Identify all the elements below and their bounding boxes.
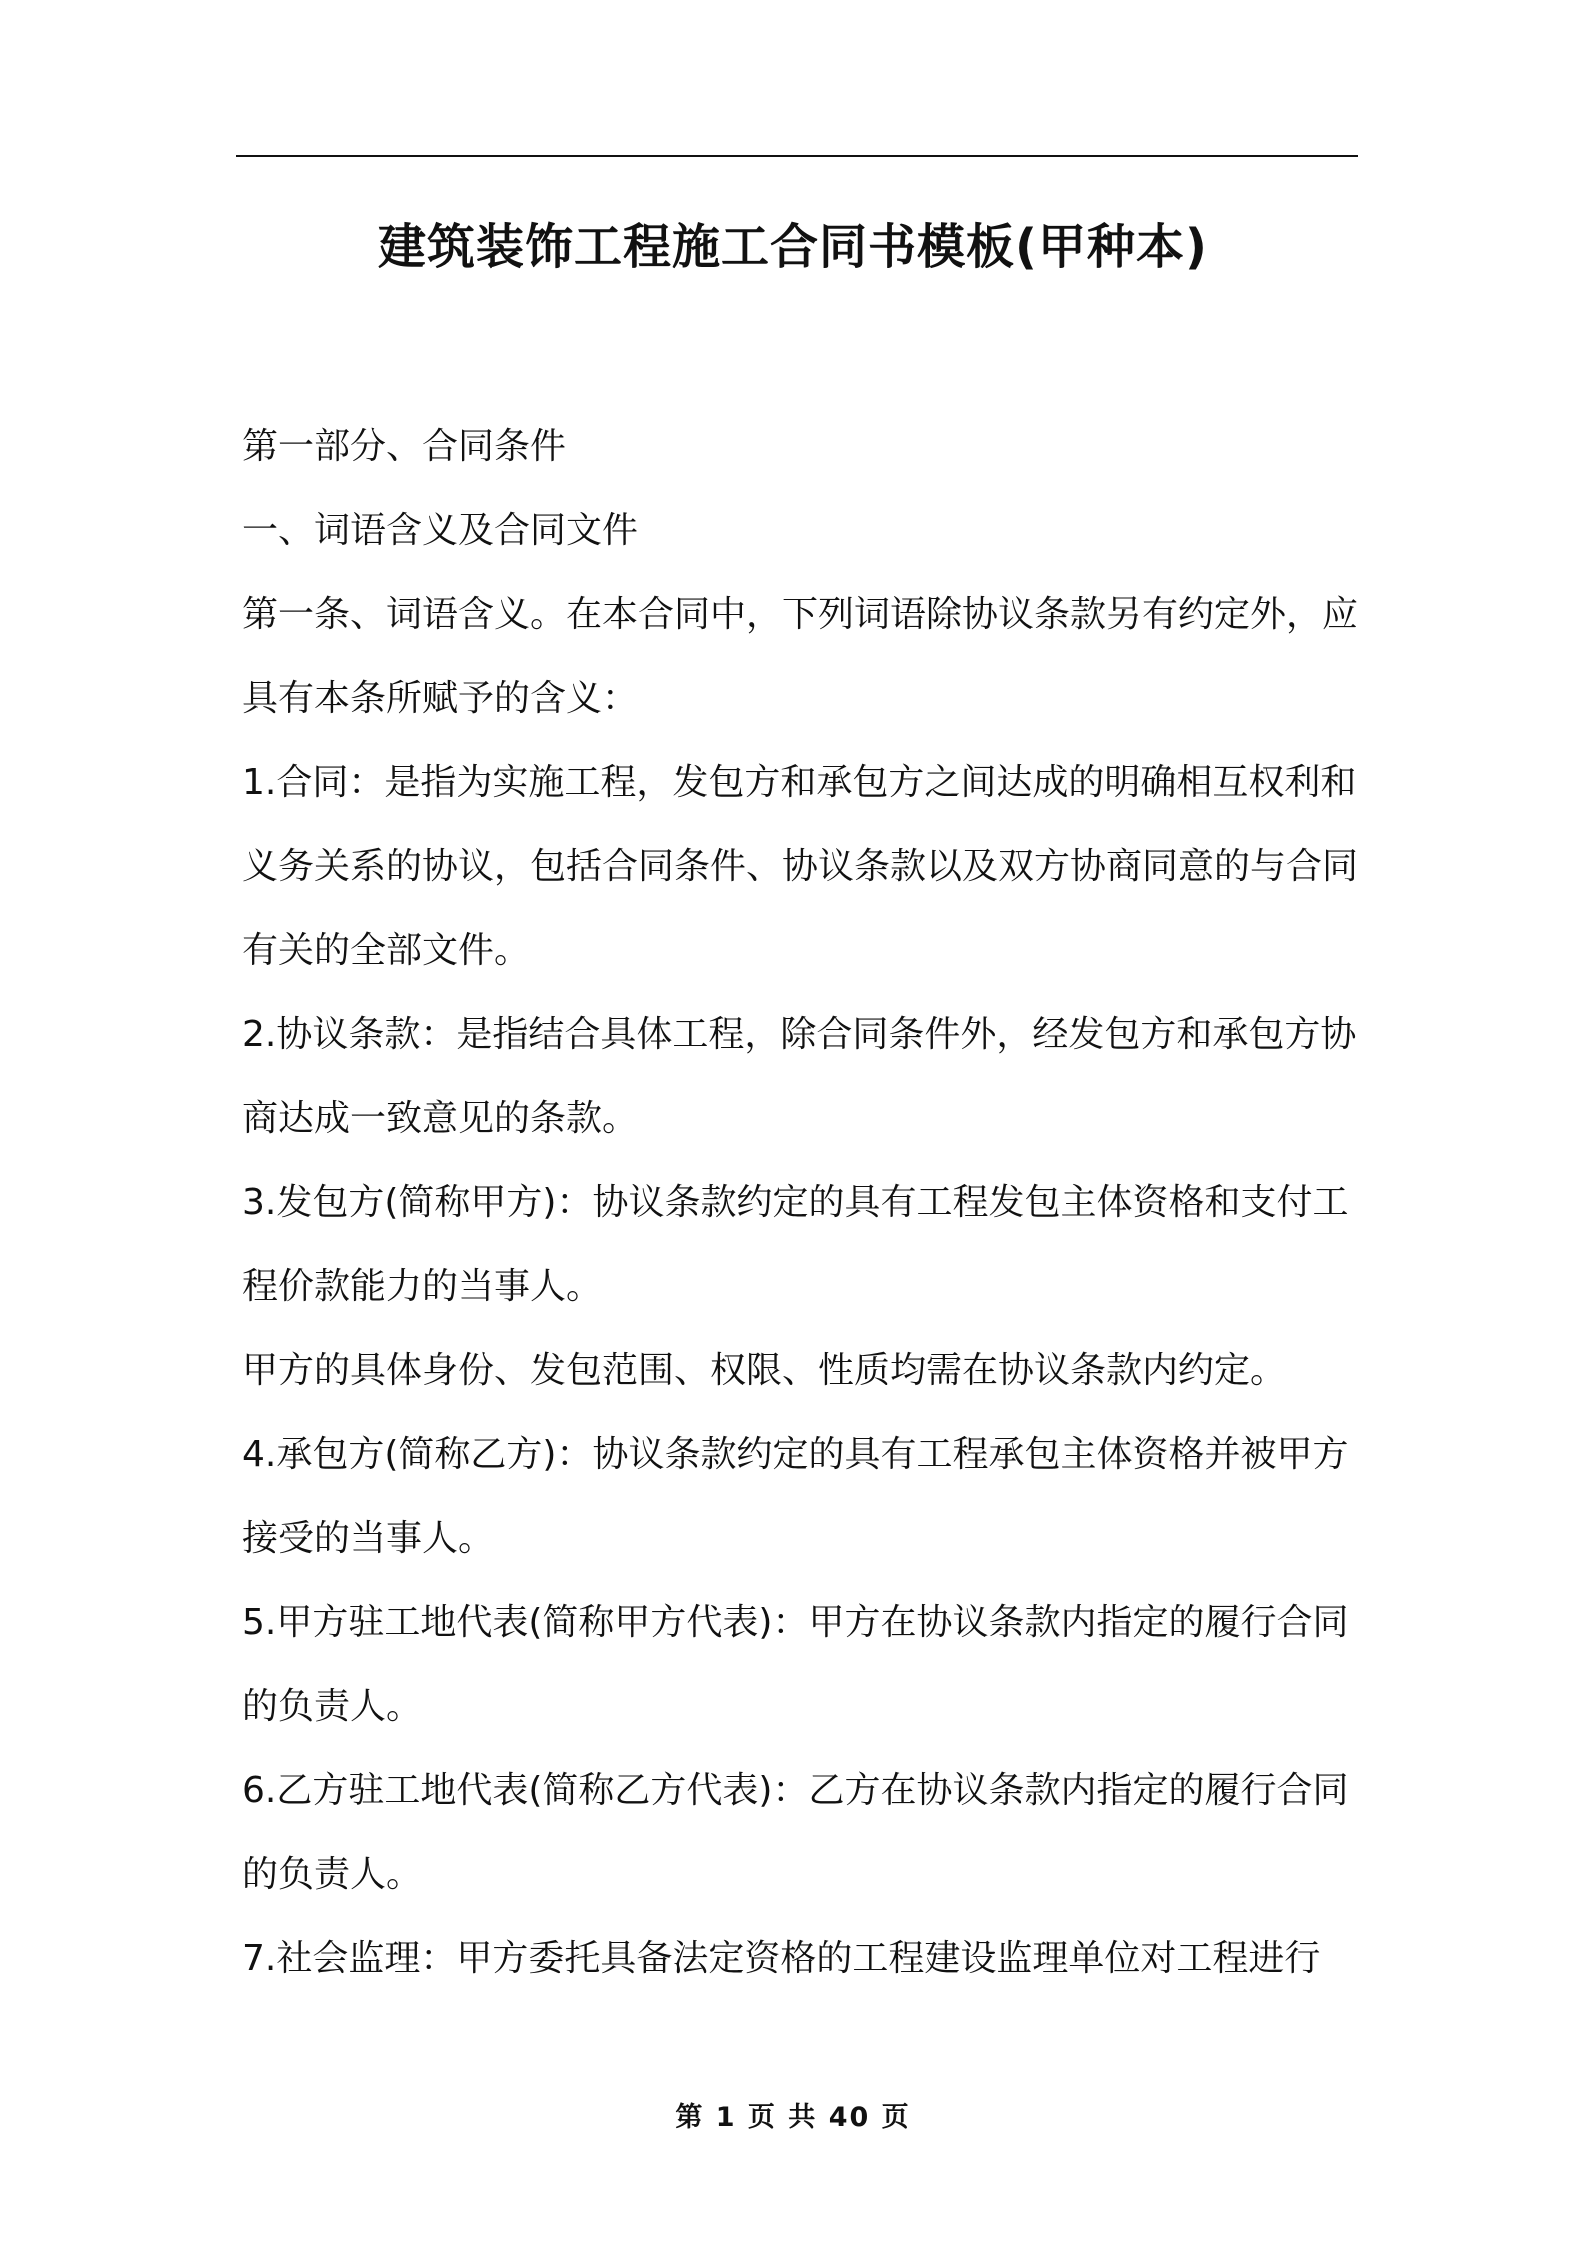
definition-party-a: 3.发包方(简称甲方)：协议条款约定的具有工程发包主体资格和支付工程价款能力的当事人。: [242, 1182, 1349, 1307]
section-heading: 第一部分、合同条件: [242, 426, 567, 467]
definition-agreement-terms: 2.协议条款：是指结合具体工程，除合同条件外，经发包方和承包方协商达成一致意见的条款。: [242, 1014, 1357, 1139]
chapter-heading: 一、词语含义及合同文件: [242, 510, 639, 551]
definition-party-b-representative: 6.乙方驻工地代表(简称乙方代表)：乙方在协议条款内指定的履行合同的负责人。: [242, 1770, 1349, 1895]
definition-contract: 1.合同：是指为实施工程，发包方和承包方之间达成的明确相互权利和义务关系的协议，包括合同条件、协议条款以及双方协商同意的与合同有关的全部文件。: [242, 762, 1359, 971]
party-a-note: 甲方的具体身份、发包范围、权限、性质均需在协议条款内约定。: [242, 1350, 1287, 1391]
definition-party-b: 4.承包方(简称乙方)：协议条款约定的具有工程承包主体资格并被甲方接受的当事人。: [242, 1434, 1349, 1559]
definition-party-a-representative: 5.甲方驻工地代表(简称甲方代表)：甲方在协议条款内指定的履行合同的负责人。: [242, 1602, 1349, 1727]
article-paragraph: 第一条、词语含义。在本合同中，下列词语除协议条款另有约定外，应具有本条所赋予的含义：: [242, 594, 1359, 719]
document-title: 建筑装饰工程施工合同书模板(甲种本): [378, 219, 1208, 275]
document-body: [242, 405, 1358, 2001]
definition-social-supervision: 7.社会监理：甲方委托具备法定资格的工程建设监理单位对工程进行: [242, 1938, 1321, 1979]
page-number: 第 1 页 共 40 页: [675, 2102, 911, 2133]
header-rule: [236, 155, 1358, 157]
